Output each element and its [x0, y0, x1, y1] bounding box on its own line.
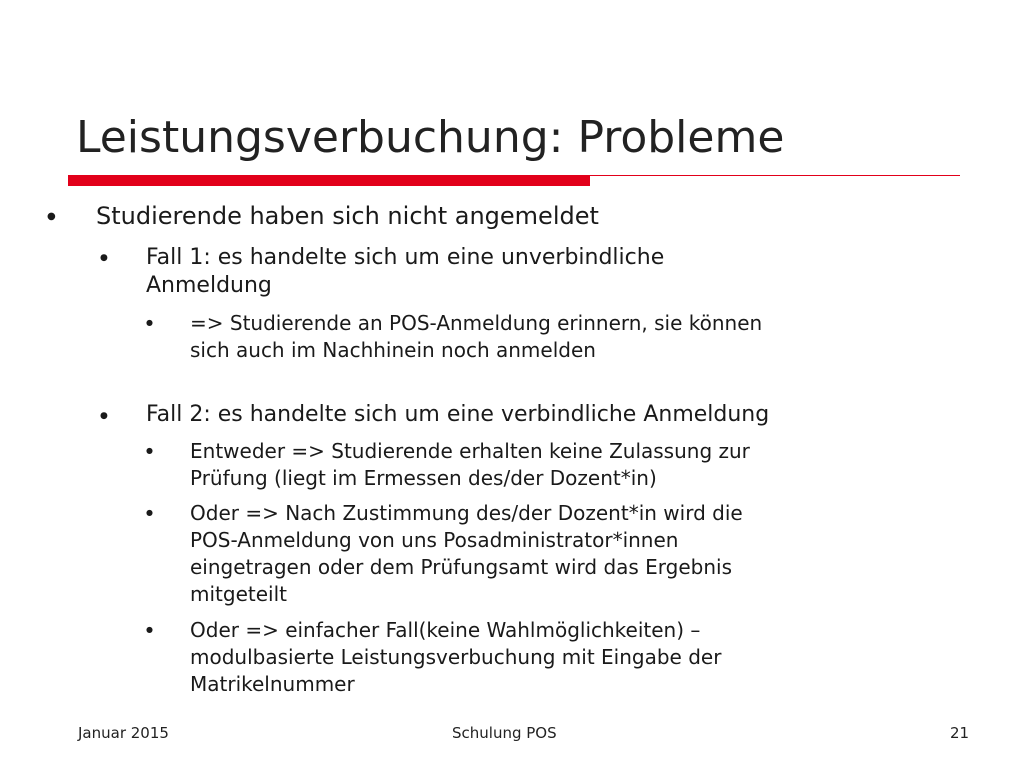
bullet-dot: ●: [146, 508, 153, 517]
case1-detail-line-1: => Studierende an POS-Anmeldung erinnern, sie können: [190, 311, 763, 335]
title-accent-bar: [68, 175, 590, 186]
option2-line-1: Oder => Nach Zustimmung des/der Dozent*in wird die: [190, 501, 743, 525]
bullet-dot: ●: [100, 411, 108, 421]
bullet-level1-text: Studierende haben sich nicht angemeldet: [96, 202, 599, 230]
page-number: 21: [950, 724, 970, 742]
case1-detail-line-2: sich auch im Nachhinein noch anmelden: [190, 338, 596, 362]
option2-line-4: mitgeteilt: [190, 582, 287, 606]
case1-line-2: Anmeldung: [146, 273, 272, 298]
bullet-dot: ●: [146, 446, 153, 455]
option3-line-1: Oder => einfacher Fall(keine Wahlmöglichkeiten) –: [190, 618, 701, 642]
slide-title: Leistungsverbuchung: Probleme: [76, 112, 785, 163]
bullet-dot: ●: [146, 318, 153, 327]
bullet-dot: ●: [47, 211, 56, 222]
bullet-dot: ●: [146, 625, 153, 634]
footer-title: Schulung POS: [452, 724, 557, 742]
option3-line-2: modulbasierte Leistungsverbuchung mit Eingabe der: [190, 645, 722, 669]
option2-line-2: POS-Anmeldung von uns Posadministrator*innen: [190, 528, 679, 552]
case2-line-1: Fall 2: es handelte sich um eine verbindliche Anmeldung: [146, 402, 770, 427]
option1-line-2: Prüfung (liegt im Ermessen des/der Dozent*in): [190, 466, 657, 490]
case1-line-1: Fall 1: es handelte sich um eine unverbindliche: [146, 245, 665, 270]
footer-date: Januar 2015: [78, 724, 169, 742]
bullet-dot: ●: [100, 253, 108, 263]
option1-line-1: Entweder => Studierende erhalten keine Zulassung zur: [190, 439, 750, 463]
option3-line-3: Matrikelnummer: [190, 672, 355, 696]
title-underline: [590, 175, 960, 176]
option2-line-3: eingetragen oder dem Prüfungsamt wird das Ergebnis: [190, 555, 733, 579]
